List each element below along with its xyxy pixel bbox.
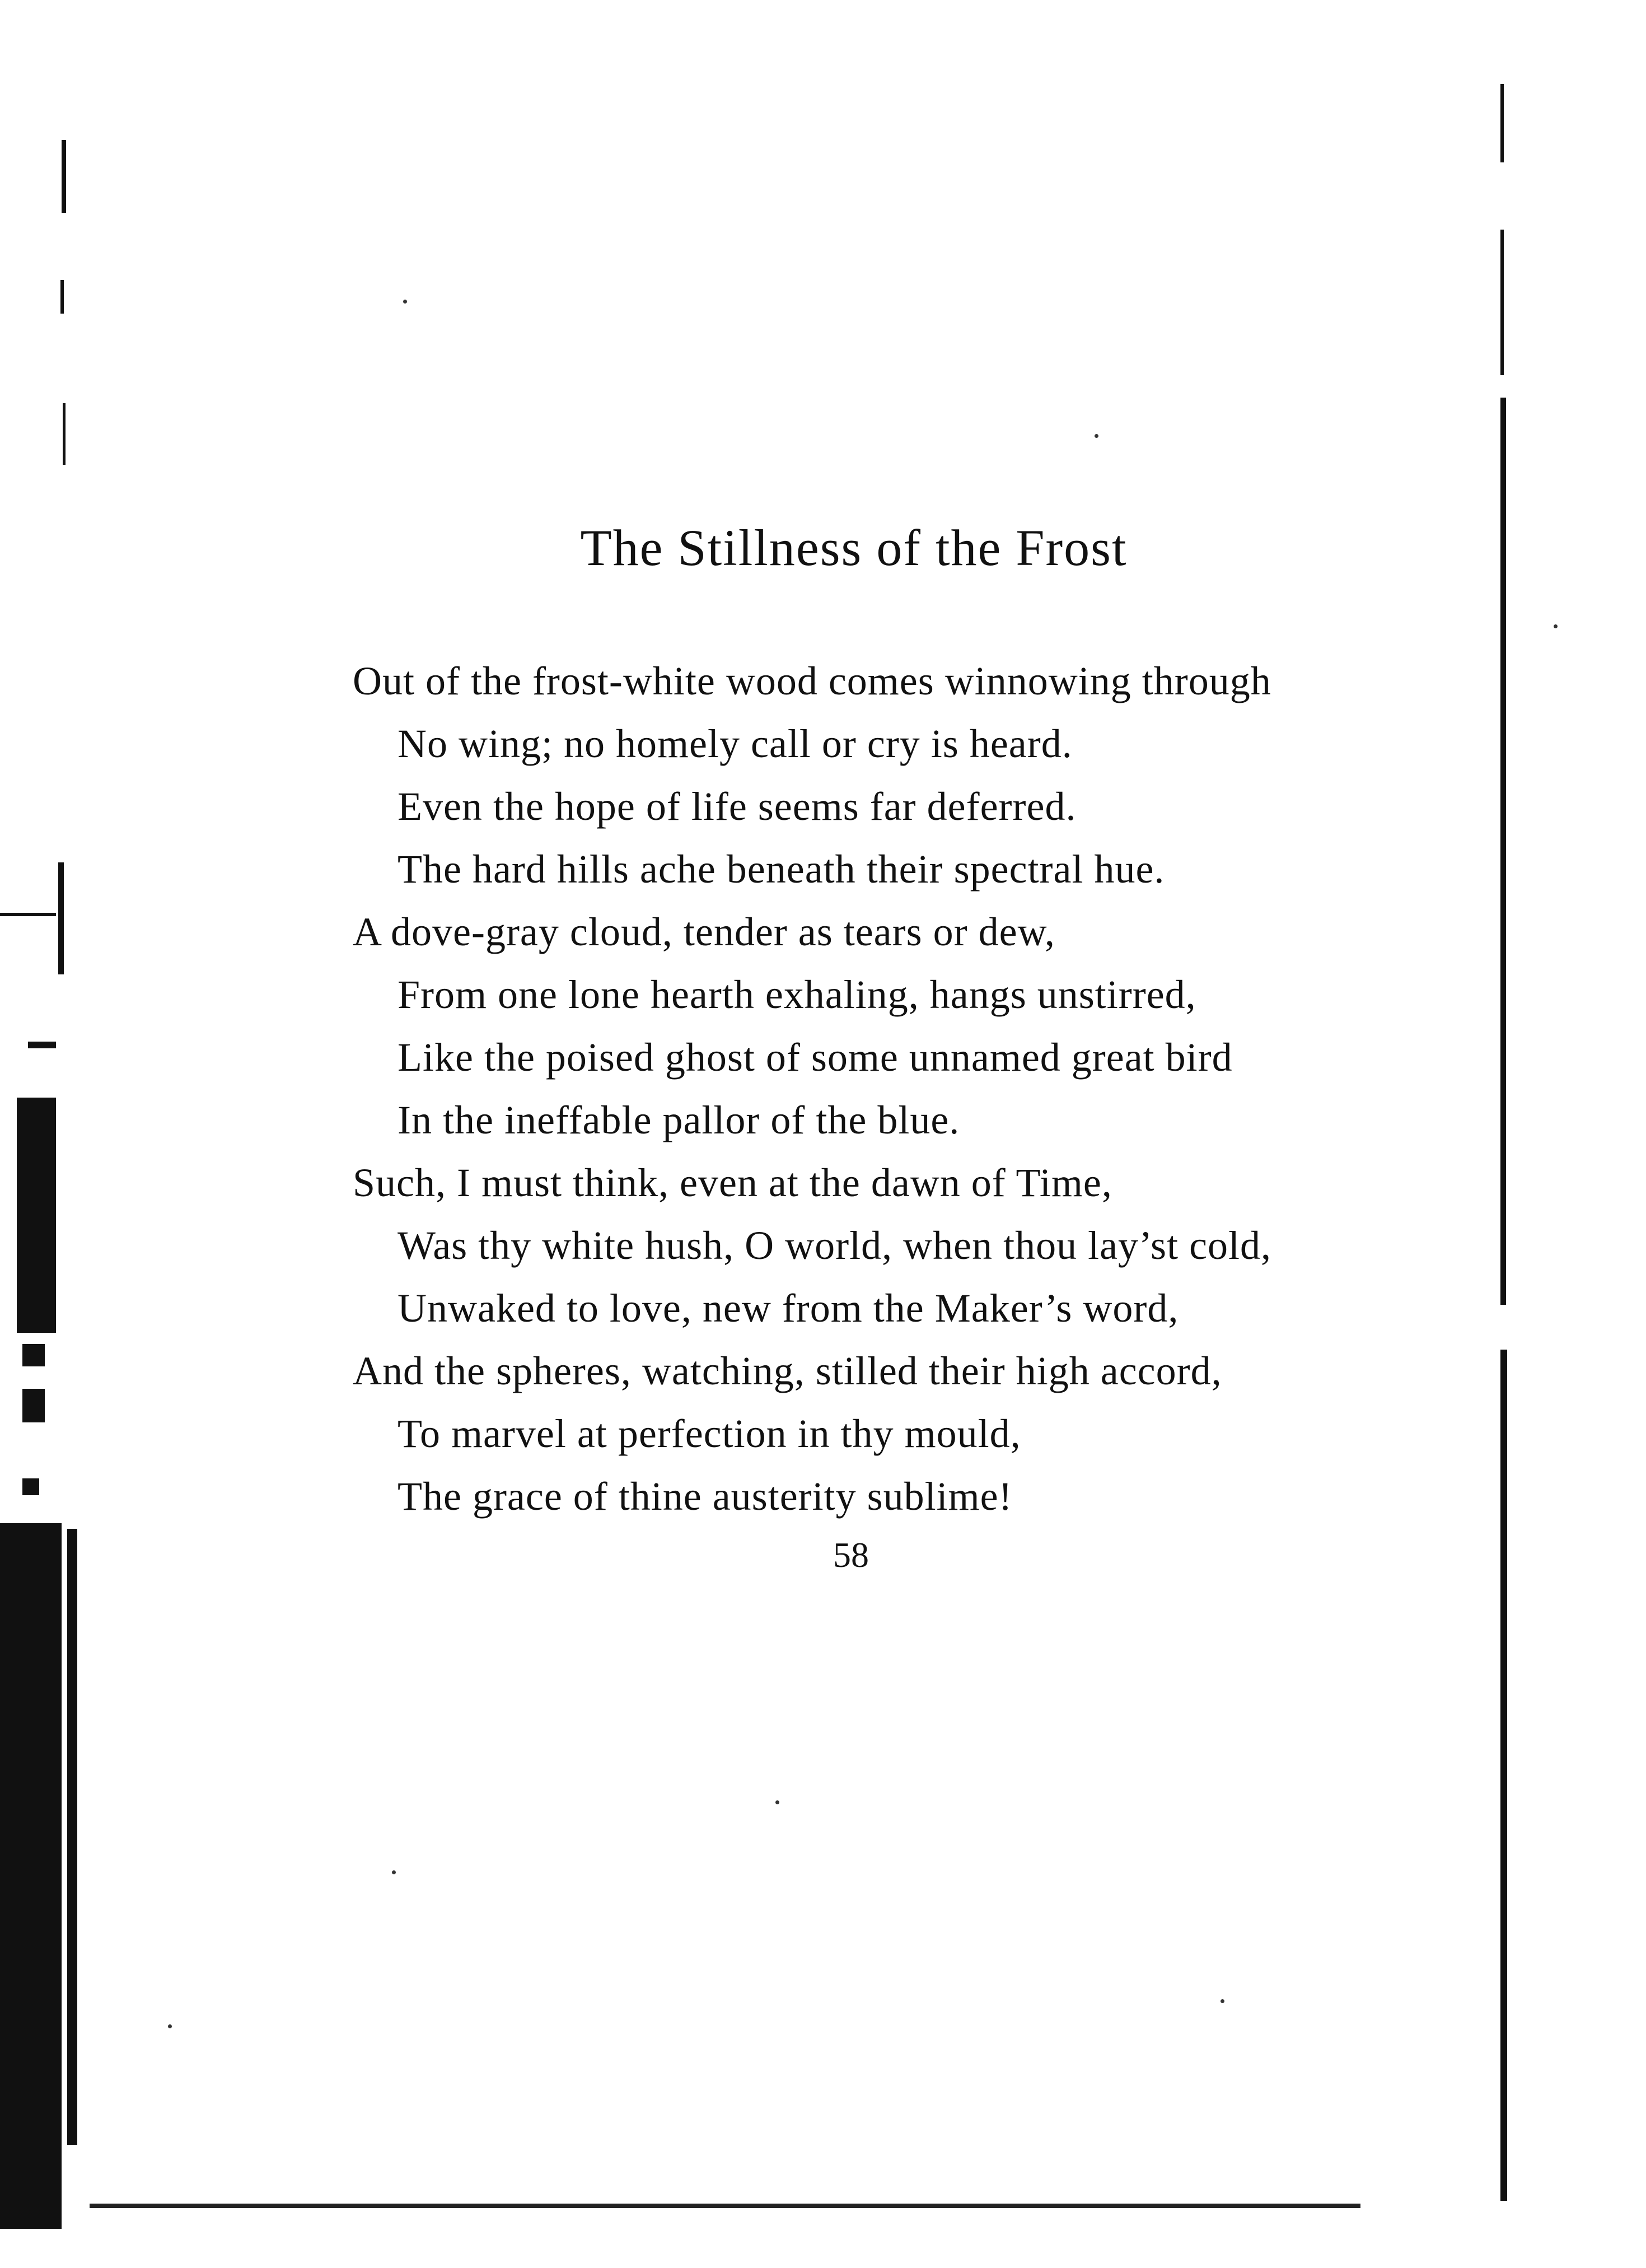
- poem-line: Out of the frost-white wood comes winnowing through: [353, 659, 1271, 703]
- poem-line: Like the poised ghost of some unnamed great bird: [398, 1035, 1233, 1080]
- poem-line: To marvel at perfection in thy mould,: [398, 1411, 1021, 1456]
- poem-line: Such, I must think, even at the dawn of Time,: [353, 1160, 1112, 1205]
- poem-line: The hard hills ache beneath their spectral hue.: [398, 847, 1165, 892]
- poem-line: Was thy white hush, O world, when thou lay’st cold,: [398, 1223, 1272, 1268]
- scan-speck: [168, 2024, 172, 2028]
- binding-shadow: [0, 45, 106, 2229]
- poem-line: The grace of thine austerity sublime!: [398, 1474, 1013, 1519]
- poem-title: The Stillness of the Frost: [580, 519, 1128, 576]
- scan-speck: [1095, 434, 1098, 438]
- scan-speck: [1554, 624, 1558, 628]
- poem-line: And the spheres, watching, stilled their high accord,: [353, 1348, 1222, 1393]
- scan-speck: [775, 1800, 779, 1804]
- page-number: 58: [833, 1535, 869, 1575]
- poem-line: Even the hope of life seems far deferred.: [398, 784, 1077, 829]
- scan-speck: [1221, 1999, 1224, 2003]
- poem-line: In the ineffable pallor of the blue.: [398, 1098, 960, 1142]
- bottom-rule: [90, 2204, 1360, 2208]
- poem-line: No wing; no homely call or cry is heard.: [398, 721, 1073, 766]
- poem-line: From one lone hearth exhaling, hangs unstirred,: [398, 972, 1196, 1017]
- poem-lines: [353, 650, 1383, 1528]
- scan-speck: [403, 300, 407, 304]
- page-edge-right: [1500, 84, 1508, 2229]
- scan-speck: [392, 1870, 396, 1874]
- poem-line: Unwaked to love, new from the Maker’s word,: [398, 1286, 1179, 1331]
- poem-line: A dove-gray cloud, tender as tears or dew,: [353, 909, 1055, 954]
